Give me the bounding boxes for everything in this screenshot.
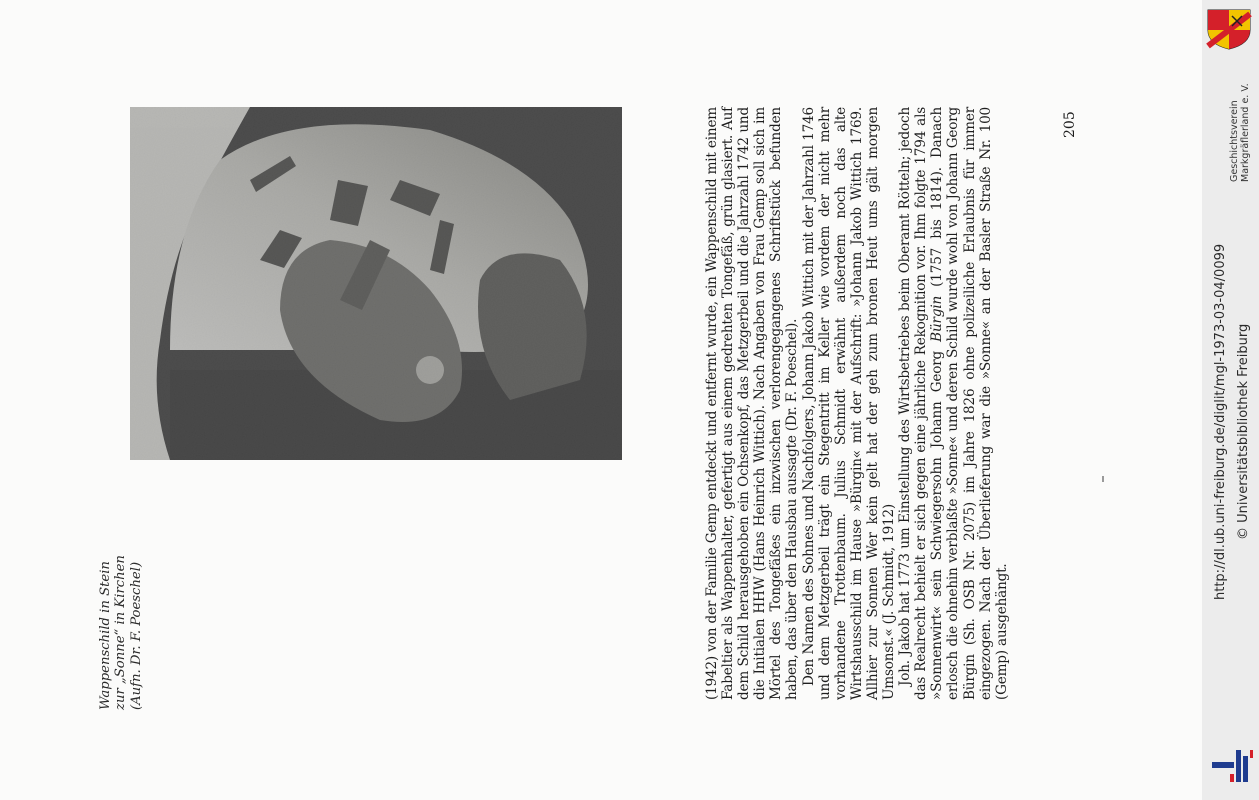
paragraph: (1942) von der Familie Gemp entdeckt und entfernt wurde, ein Wappenschild mit einem Fabeltier als Wappenhalter, gefertigt aus einem gedrehten Tongefäß, grün glasiert. Auf dem Schild herausgehoben ein Ochsenkopf, das Metzgerbeil und die Jahrzahl 1742 und die Initialen HHW (Hans Heinrich Wittich). Nach Angaben von Frau Gemp soll sich im Mörtel des Tongefäßes ein inzwischen verlorengegangenes Schriftstück befunden haben, das über den Hausbau aussagte (Dr. F. Poeschel). [704,107,801,700]
caption-line: Wappenschild in Stein [98,561,113,710]
paragraph: Den Namen des Sohnes und Nachfolgers, Johann Jakob Wittich mit der Jahrzahl 1746 und dem Metzgerbeil trägt ein Stegentritt im Keller wie vordem der nicht mehr vorhandene Trottenbaum. Julius Schmidt erwähnt außerdem noch das alte Wirtshausschild im Hause »Bürgin« mit der Aufschrift: »Johann Jakob Wittich 1769. Allhier zur Sonnen Wer kein gelt hat der geh zum bronen Heut ums gält morgen Umsonst.« (J. Schmidt, 1912) [800,107,898,700]
copyright-notice: © Universitätsbibliothek Freiburg [1236,323,1251,540]
paragraph-text: Joh. Jakob hat 1773 um Einstellung des Wirtsbetriebes beim Oberamt Rötteln; jedoch das Realrecht behielt er sich gegen eine jährliche Rekognition vor. Ihm folgte 1794 als »Sonnenwirt« sein Schwiegersohn Johann Georg [897,107,946,700]
paragraph [897,107,1010,700]
photo-caption [98,450,144,710]
photo-image [130,107,622,460]
coat-of-arms-photo [130,107,622,460]
society-name-line: Markgräflerland e. V. [1239,83,1251,182]
caption-line: zur „Sonne“ in Kirchen [113,555,129,710]
permalink-url[interactable]: http://dl.ub.uni-freiburg.de/diglit/mgl-1973-03-04/0099 [1213,243,1228,600]
page-number: 205 [1062,111,1078,138]
paragraph-text: (1757 bis 1814). Danach erlosch die ohnehin verblaßte »Sonne« und deren Schild wurde wohl von Johann Georg Bürgin (Sh. OSB Nr. 2075) im Jahre 1826 ohne polizeiliche Erlaubnis für immer eingezogen. Nach der Überlieferung war die »Sonne« an der Basler Straße Nr. 100 (Gemp) ausgehängt. [929,107,1010,700]
society-name-line: Geschichtsverein [1229,100,1240,182]
person-name: Bürgin [929,295,946,342]
article-text [704,107,1010,700]
caption-line: (Aufn. Dr. F. Poeschel) [128,561,144,710]
scan-speck [1102,476,1104,482]
university-library-logo-icon [1210,748,1254,784]
